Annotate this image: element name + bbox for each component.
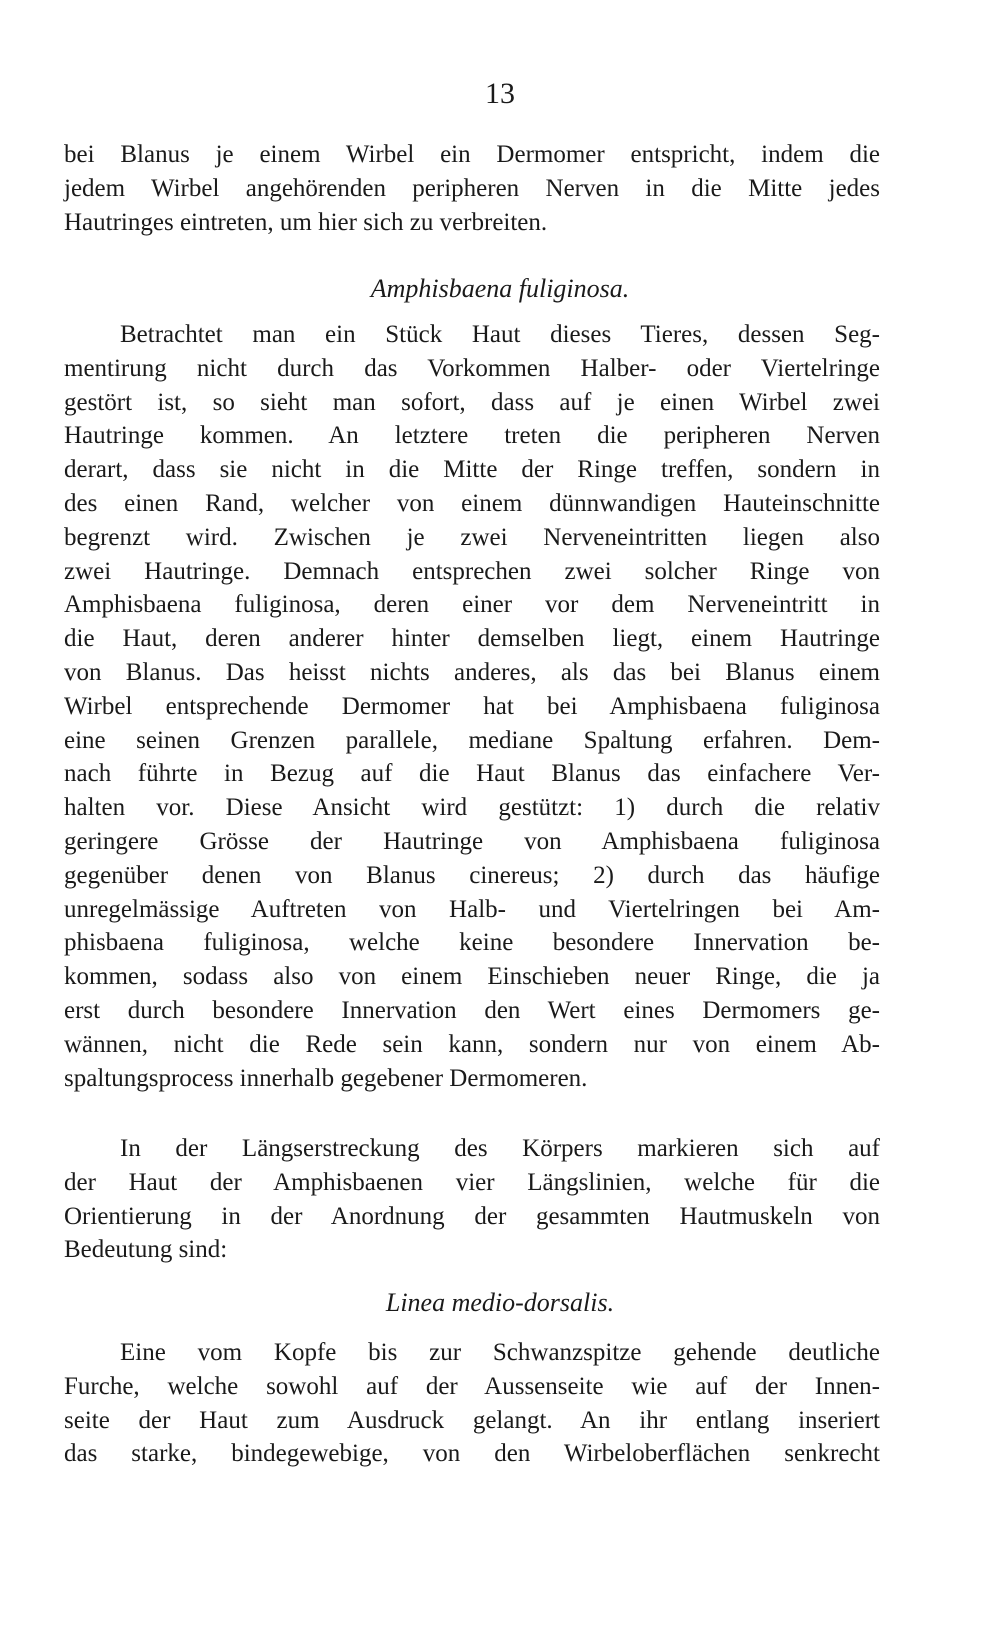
section-heading-amphisbaena: Amphisbaena fuliginosa. xyxy=(370,274,630,303)
text-line: spaltungsprocess innerhalb gegebener Dermomeren. xyxy=(64,1064,588,1092)
text-line: bei Blanus je einem Wirbel ein Dermomer entspricht, indem die xyxy=(64,141,880,168)
text-line: des einen Rand, welcher von einem dünnwandigen Hauteinschnitte xyxy=(64,489,880,517)
text-line: Amphisbaena fuliginosa, deren einer vor dem Nerveneintritt in xyxy=(64,591,880,619)
text-line: wännen, nicht die Rede sein kann, sondern nur von einem Ab- xyxy=(64,1030,880,1058)
text-line: In der Längserstreckung des Körpers markieren sich auf xyxy=(120,1135,880,1162)
text-line: halten vor. Diese Ansicht wird gestützt: 1) durch die relativ xyxy=(64,794,880,822)
text-line: eine seinen Grenzen parallele, mediane Spaltung erfahren. Dem- xyxy=(64,726,880,754)
text-line: Furche, welche sowohl auf der Aussenseite wie auf der Innen- xyxy=(64,1372,880,1400)
text-line: das starke, bindegewebige, von den Wirbeloberflächen senkrecht xyxy=(64,1440,880,1468)
text-line: mentirung nicht durch das Vorkommen Halber- oder Viertelringe xyxy=(64,354,880,382)
paragraph-laengslinien xyxy=(64,1132,880,1267)
text-line: derart, dass sie nicht in die Mitte der Ringe treffen, sondern in xyxy=(64,456,880,484)
text-line: nach führte in Bezug auf die Haut Blanus das einfachere Ver- xyxy=(64,760,880,788)
section-heading-linea-medio-dorsalis: Linea medio-dorsalis. xyxy=(385,1288,615,1317)
text-line: begrenzt wird. Zwischen je zwei Nerveneintritten liegen also xyxy=(64,523,880,551)
paragraph-linea-medio-dorsalis xyxy=(64,1336,880,1471)
text-line: Orientierung in der Anordnung der gesammten Hautmuskeln von xyxy=(64,1202,880,1230)
text-line: phisbaena fuliginosa, welche keine besondere Innervation be- xyxy=(64,929,880,957)
text-line: Hautringes eintreten, um hier sich zu verbreiten. xyxy=(64,208,548,236)
text-line: Betrachtet man ein Stück Haut dieses Tieres, dessen Seg- xyxy=(120,321,880,348)
text-line: Wirbel entsprechende Dermomer hat bei Amphisbaena fuliginosa xyxy=(64,692,880,720)
text-line: seite der Haut zum Ausdruck gelangt. An ihr entlang inseriert xyxy=(64,1406,880,1434)
text-line: der Haut der Amphisbaenen vier Längslinien, welche für die xyxy=(64,1168,880,1196)
text-line: erst durch besondere Innervation den Wert eines Dermomers ge- xyxy=(64,996,880,1024)
text-line: geringere Grösse der Hautringe von Amphisbaena fuliginosa xyxy=(64,827,880,855)
text-line: Eine vom Kopfe bis zur Schwanzspitze gehende deutliche xyxy=(120,1339,880,1366)
text-line: Hautringe kommen. An letztere treten die peripheren Nerven xyxy=(64,422,880,450)
text-line: von Blanus. Das heisst nichts anderes, als das bei Blanus einem xyxy=(64,658,880,686)
text-line: jedem Wirbel angehörenden peripheren Nerven in die Mitte jedes xyxy=(64,174,880,202)
intro-paragraph xyxy=(64,138,880,239)
text-line: Bedeutung sind: xyxy=(64,1236,228,1264)
paragraph-amphisbaena xyxy=(64,318,880,1095)
page-number: 13 xyxy=(485,77,515,110)
text-line: zwei Hautringe. Demnach entsprechen zwei solcher Ringe von xyxy=(64,557,880,585)
text-line: die Haut, deren anderer hinter demselben liegt, einem Hautringe xyxy=(64,625,880,653)
text-line: gestört ist, so sieht man sofort, dass auf je einen Wirbel zwei xyxy=(64,388,880,416)
text-line: gegenüber denen von Blanus cinereus; 2) durch das häufige xyxy=(64,861,880,889)
text-line: unregelmässige Auftreten von Halb- und Viertelringen bei Am- xyxy=(64,895,880,923)
text-line: kommen, sodass also von einem Einschieben neuer Ringe, die ja xyxy=(64,963,880,991)
